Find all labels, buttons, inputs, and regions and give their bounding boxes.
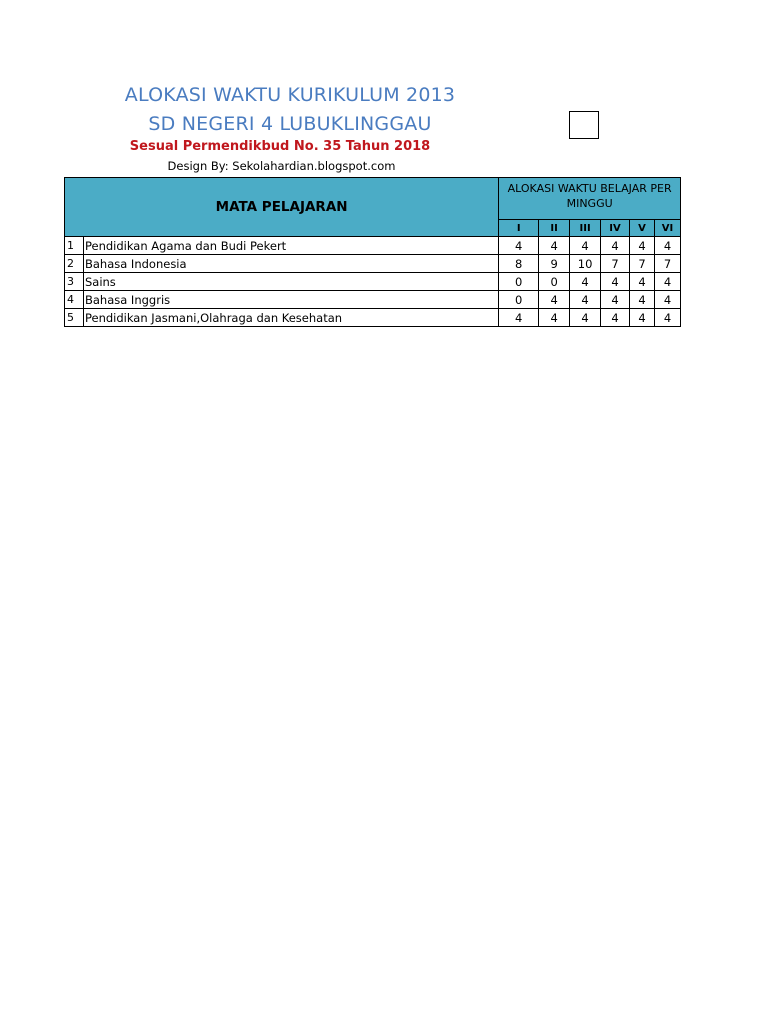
subject-name: Pendidikan Jasmani,Olahraga dan Kesehatan: [83, 309, 498, 327]
hours-cell: 4: [601, 237, 630, 255]
allocation-column-header: ALOKASI WAKTU BELAJAR PER MINGGU: [499, 178, 681, 220]
hours-cell: 4: [630, 273, 655, 291]
hours-cell: 4: [630, 291, 655, 309]
table-row: [65, 237, 681, 255]
hours-cell: 4: [499, 309, 539, 327]
hours-cell: 10: [570, 255, 601, 273]
hours-cell: 4: [539, 291, 570, 309]
hours-cell: 4: [630, 237, 655, 255]
subject-name: Bahasa Indonesia: [83, 255, 498, 273]
hours-cell: 4: [539, 309, 570, 327]
row-number: 5: [65, 309, 84, 327]
hours-cell: 4: [654, 237, 680, 255]
regulation-subtitle: Sesual Permendikbud No. 35 Tahun 2018: [129, 139, 431, 154]
subject-name: Bahasa Inggris: [83, 291, 498, 309]
row-number: 1: [65, 237, 84, 255]
hours-cell: 4: [570, 309, 601, 327]
grade-header-v: V: [630, 220, 655, 237]
grade-header-iv: IV: [601, 220, 630, 237]
subject-name: Pendidikan Agama dan Budi Pekert: [83, 237, 498, 255]
hours-cell: 4: [654, 273, 680, 291]
subject-column-header: MATA PELAJARAN: [65, 178, 499, 237]
grade-header-ii: II: [539, 220, 570, 237]
hours-cell: 8: [499, 255, 539, 273]
hours-cell: 0: [499, 273, 539, 291]
hours-cell: 4: [601, 273, 630, 291]
hours-cell: 7: [654, 255, 680, 273]
hours-cell: 0: [539, 273, 570, 291]
allocation-table: [64, 177, 681, 327]
hours-cell: 4: [570, 291, 601, 309]
hours-cell: 7: [601, 255, 630, 273]
page-title-line1: ALOKASI WAKTU KURIKULUM 2013: [124, 84, 456, 106]
row-number: 2: [65, 255, 84, 273]
hours-cell: 4: [539, 237, 570, 255]
table-row: [65, 291, 681, 309]
grade-header-i: I: [499, 220, 539, 237]
row-number: 4: [65, 291, 84, 309]
grade-header-iii: III: [570, 220, 601, 237]
design-credit: Design By: Sekolahardian.blogspot.com: [167, 159, 396, 173]
table-row: [65, 273, 681, 291]
table-row: [65, 309, 681, 327]
grade-header-vi: VI: [654, 220, 680, 237]
hours-cell: 4: [601, 291, 630, 309]
hours-cell: 7: [630, 255, 655, 273]
hours-cell: 4: [570, 237, 601, 255]
table-row: [65, 255, 681, 273]
hours-cell: 4: [654, 291, 680, 309]
hours-cell: 4: [630, 309, 655, 327]
hours-cell: 0: [499, 291, 539, 309]
page-title-line2: SD NEGERI 4 LUBUKLINGGAU: [148, 113, 432, 135]
row-number: 3: [65, 273, 84, 291]
hours-cell: 4: [570, 273, 601, 291]
checkbox[interactable]: [569, 111, 599, 139]
hours-cell: 4: [601, 309, 630, 327]
hours-cell: 4: [499, 237, 539, 255]
subject-name: Sains: [83, 273, 498, 291]
hours-cell: 9: [539, 255, 570, 273]
table-body: [65, 237, 681, 327]
hours-cell: 4: [654, 309, 680, 327]
